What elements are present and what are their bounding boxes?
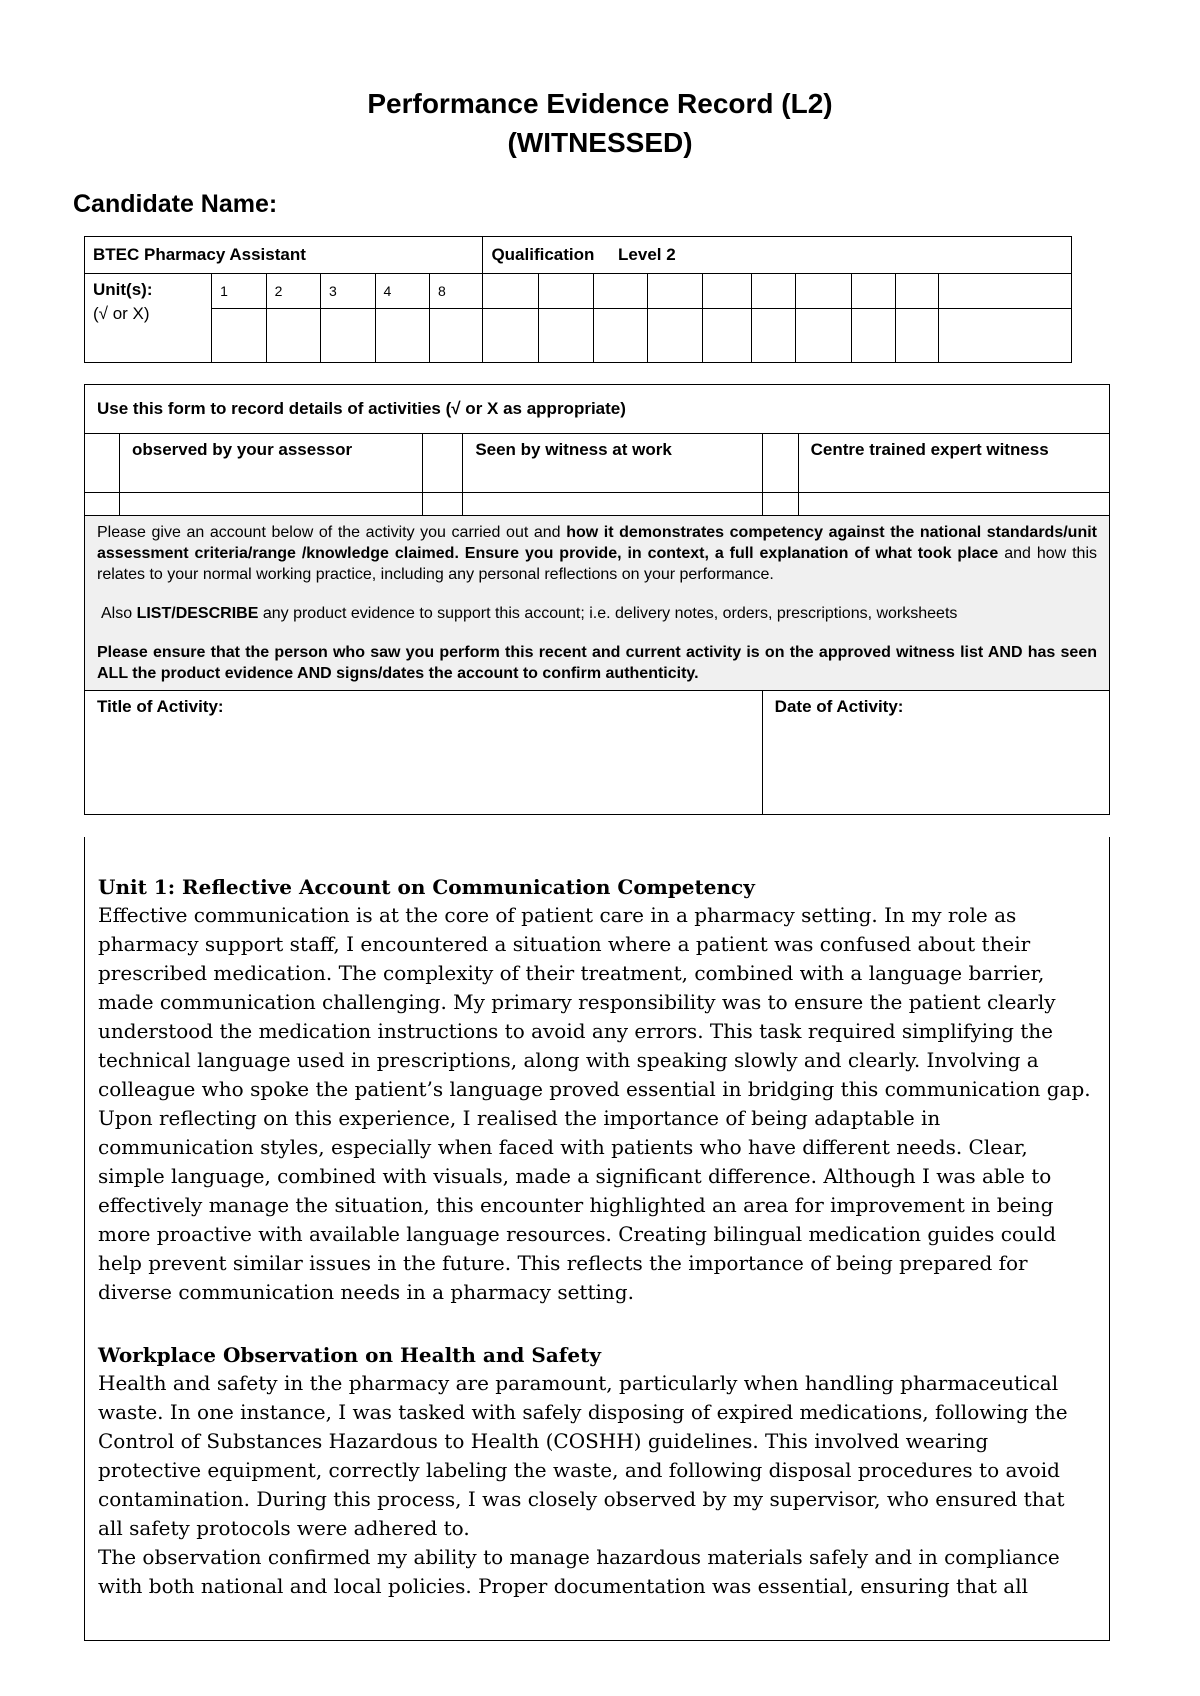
level-value: Level 2 [618, 245, 676, 264]
unit-blank [795, 274, 851, 309]
candidate-name-label: Candidate Name: [73, 190, 278, 218]
page-title: Performance Evidence Record (L2) [367, 88, 833, 119]
activity-form [84, 384, 1110, 815]
guidance-box [85, 516, 1110, 691]
account-paragraph: Upon reflecting on this experience, I realised the importance of being adaptable in communication styles, especially when faced with patients who have different needs. Clear, simple language, combined with visuals, made a significant difference. Although I was able to effectively manage the situation, this encounter highlighted an area for improvement in being more proactive with available language resources. Creating bilingual medication guides could help prevent similar issues in the future. This reflects the importance of being prepared for diverse communication needs in a pharmacy setting. [98, 1106, 1057, 1304]
qualification-label: Qualification [491, 245, 595, 264]
unit-number: 2 [266, 274, 320, 309]
section-heading-communication: Unit 1: Reflective Account on Communication Competency [98, 875, 755, 899]
unit-blank [702, 274, 751, 309]
blank-cell [119, 493, 422, 516]
guidance-paragraph-2 [97, 603, 1097, 624]
guidance-paragraph-3: Please ensure that the person who saw you perform this recent and current activity is on the approved witness list AND has seen ALL the product evidence AND signs/dates the account to confirm authenticity. [97, 644, 1097, 682]
unit-blank [896, 274, 939, 309]
blank-cell [798, 493, 1109, 516]
expert-witness-label: Centre trained expert witness [798, 434, 1109, 493]
guidance-paragraph-1 [97, 522, 1097, 585]
blank-cell [762, 493, 798, 516]
unit-mark-cell[interactable] [594, 309, 648, 363]
section-heading-health-safety: Workplace Observation on Health and Safety [98, 1343, 601, 1367]
unit-mark-cell[interactable] [896, 309, 939, 363]
guidance-text: Also [101, 605, 137, 622]
blank-cell [423, 493, 463, 516]
account-text-area[interactable] [84, 837, 1110, 1641]
unit-mark-cell[interactable] [752, 309, 796, 363]
account-paragraph: Health and safety in the pharmacy are paramount, particularly when handling pharmaceutical waste. In one instance, I was tasked with safely disposing of expired medications, following the Control of Substances Hazardous to Health (COSHH) guidelines. This involved wearing protective equipment, correctly labeling the waste, and following disposal procedures to avoid contamination. During this process, I was closely observed by my supervisor, who ensured that all safety protocols were adhered to. [98, 1371, 1068, 1540]
units-hint: (√ or X) [93, 304, 150, 323]
account-paragraph: Effective communication is at the core of patient care in a pharmacy setting. In my role as pharmacy support staff, I encountered a situation where a patient was confused about their prescribed medication. The complexity of their treatment, combined with a language barrier, made communication challenging. My primary responsibility was to ensure the patient clearly understood the medication instructions to avoid any errors. This task required simplifying the technical language used in prescriptions, along with speaking slowly and clearly. Involving a colleague who spoke the patient’s language proved essential in bridging this communication gap. [98, 903, 1091, 1101]
qualification-table [84, 236, 1072, 363]
blank-cell [463, 493, 762, 516]
form-instruction: Use this form to record details of activities (√ or X as appropriate) [85, 385, 1110, 434]
unit-mark-cell[interactable] [538, 309, 593, 363]
title-of-activity-label: Title of Activity: [97, 697, 224, 716]
unit-number: 8 [429, 274, 482, 309]
observed-by-assessor-label: observed by your assessor [119, 434, 422, 493]
date-of-activity-label: Date of Activity: [774, 697, 904, 716]
unit-blank [648, 274, 702, 309]
guidance-text: Please give an account below of the activity you carried out and [97, 524, 567, 541]
unit-number: 4 [375, 274, 429, 309]
account-paragraph: The observation confirmed my ability to manage hazardous materials safely and in compliance with both national and local policies. Proper documentation was essential, ensuring that all [98, 1545, 1060, 1598]
unit-blank [483, 274, 538, 309]
unit-blank [851, 274, 896, 309]
unit-blank [752, 274, 796, 309]
expert-witness-checkbox[interactable] [762, 434, 798, 493]
units-label: Unit(s): [93, 280, 153, 299]
qualification-level [483, 237, 1072, 274]
guidance-emphasis: how it demonstrates competency against the national standards/unit assessment criteria/range /knowledge claimed. Ensure you provide, in context, a full explanation of what took place [97, 524, 1097, 562]
unit-mark-cell[interactable] [375, 309, 429, 363]
unit-blank [938, 274, 1071, 309]
unit-mark-cell[interactable] [429, 309, 482, 363]
seen-by-witness-label: Seen by witness at work [463, 434, 762, 493]
witness-checkbox[interactable] [423, 434, 463, 493]
blank-cell [85, 493, 120, 516]
guidance-text: any product evidence to support this account; i.e. delivery notes, orders, prescriptions, worksheets [258, 605, 958, 622]
unit-mark-cell[interactable] [702, 309, 751, 363]
units-cell [85, 274, 212, 363]
date-of-activity-field[interactable] [762, 691, 1109, 815]
unit-mark-cell[interactable] [266, 309, 320, 363]
page-subtitle: (WITNESSED) [507, 127, 693, 158]
unit-mark-cell[interactable] [321, 309, 375, 363]
unit-number: 3 [321, 274, 375, 309]
unit-mark-cell[interactable] [795, 309, 851, 363]
guidance-emphasis: LIST/DESCRIBE [136, 605, 259, 622]
unit-mark-cell[interactable] [938, 309, 1071, 363]
unit-mark-cell[interactable] [212, 309, 266, 363]
unit-blank [594, 274, 648, 309]
unit-mark-cell[interactable] [851, 309, 896, 363]
assessor-checkbox[interactable] [85, 434, 120, 493]
unit-blank [538, 274, 593, 309]
guidance-text: and how this relates to your normal working practice, including any personal reflections on your performance. [97, 545, 1098, 583]
programme-name: BTEC Pharmacy Assistant [85, 237, 483, 274]
unit-mark-cell[interactable] [648, 309, 702, 363]
title-of-activity-field[interactable] [85, 691, 763, 815]
unit-number: 1 [212, 274, 266, 309]
unit-mark-cell[interactable] [483, 309, 538, 363]
